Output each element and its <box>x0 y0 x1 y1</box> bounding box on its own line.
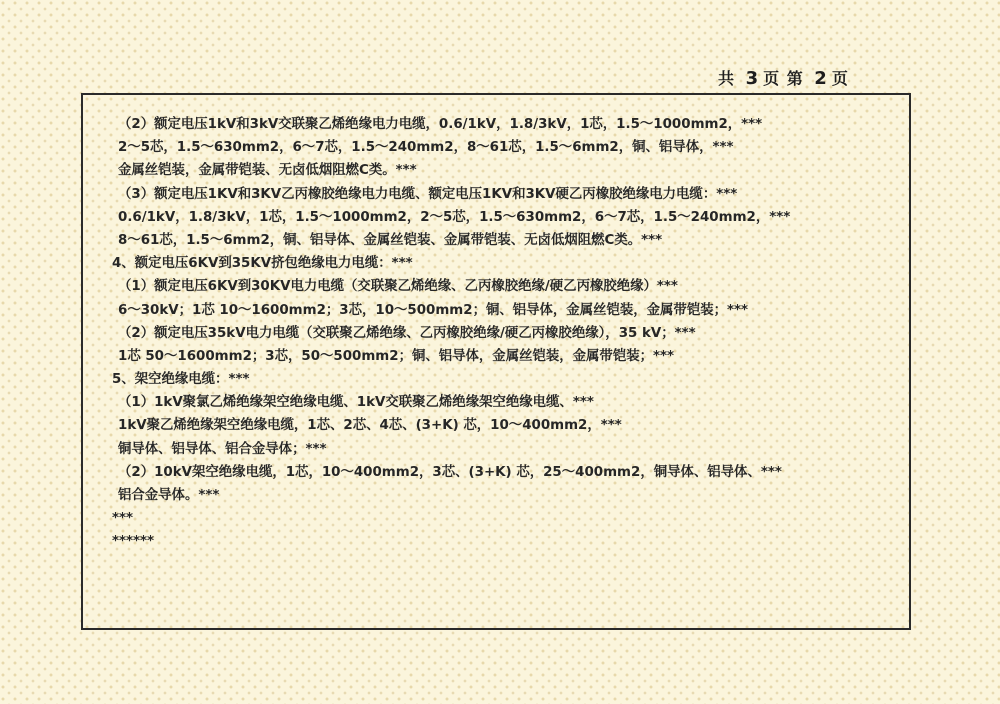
text-line: 6～30kV；1芯 10～1600mm2；3芯，10～500mm2；铜、铝导体，金属丝铠装，金属带铠装；*** <box>118 302 749 318</box>
text-line: *** <box>112 511 134 527</box>
page-current-number: 2 <box>814 68 828 89</box>
text-line: 1芯 50～1600mm2；3芯，50～500mm2；铜、铝导体，金属丝铠装，金属带铠装；*** <box>118 348 675 364</box>
page-indicator <box>718 66 849 88</box>
text-line: 2～5芯，1.5～630mm2，6～7芯，1.5～240mm2，8～61芯，1.5～6mm2，铜、铝导体，*** <box>118 140 734 156</box>
page-total-number: 3 <box>745 68 760 89</box>
text-line: ****** <box>112 534 155 550</box>
text-line: （2）额定电压1kV和3kV交联聚乙烯绝缘电力电缆，0.6/1kV，1.8/3kV，1芯，1.5～1000mm2，*** <box>118 117 763 132</box>
section-heading: 5、架空绝缘电缆：*** <box>112 372 250 388</box>
text-line: （1）1kV聚氯乙烯绝缘架空绝缘电缆、1kV交联聚乙烯绝缘架空绝缘电缆、*** <box>118 395 594 411</box>
text-line: （2）额定电压35kV电力电缆（交联聚乙烯绝缘、乙丙橡胶绝缘/硬乙丙橡胶绝缘），35 kV；*** <box>118 325 696 341</box>
text-line: 0.6/1kV，1.8/3kV，1芯，1.5～1000mm2，2～5芯，1.5～630mm2，6～7芯，1.5～240mm2，*** <box>118 209 791 225</box>
text-line: （1）额定电压6KV到30KV电力电缆（交联聚乙烯绝缘、乙丙橡胶绝缘/硬乙丙橡胶绝缘）*** <box>118 279 678 295</box>
page-indicator-prefix: 共 <box>718 69 736 88</box>
text-line: 金属丝铠装，金属带铠装、无卤低烟阻燃C类。*** <box>118 163 417 179</box>
text-line: 铜导体、铝导体、铝合金导体；*** <box>118 441 327 457</box>
text-line: （3）额定电压1KV和3KV乙丙橡胶绝缘电力电缆、额定电压1KV和3KV硬乙丙橡胶绝缘电力电缆：*** <box>118 186 738 202</box>
document-body <box>112 113 947 554</box>
text-line: 铝合金导体。*** <box>118 488 220 503</box>
section-heading: 4、额定电压6KV到35KV挤包绝缘电力电缆：*** <box>112 256 413 272</box>
text-line: 1kV聚乙烯绝缘架空绝缘电缆，1芯、2芯、4芯、(3+K) 芯，10～400mm2，*** <box>118 418 622 434</box>
text-line: 8～61芯，1.5～6mm2，铜、铝导体、金属丝铠装、金属带铠装、无卤低烟阻燃C类。*** <box>118 232 663 248</box>
page-indicator-mid: 页 第 <box>763 69 804 88</box>
page-indicator-suffix: 页 <box>831 69 849 88</box>
text-line: （2）10kV架空绝缘电缆，1芯，10～400mm2，3芯、(3+K) 芯，25～400mm2，铜导体、铝导体、*** <box>118 464 782 480</box>
